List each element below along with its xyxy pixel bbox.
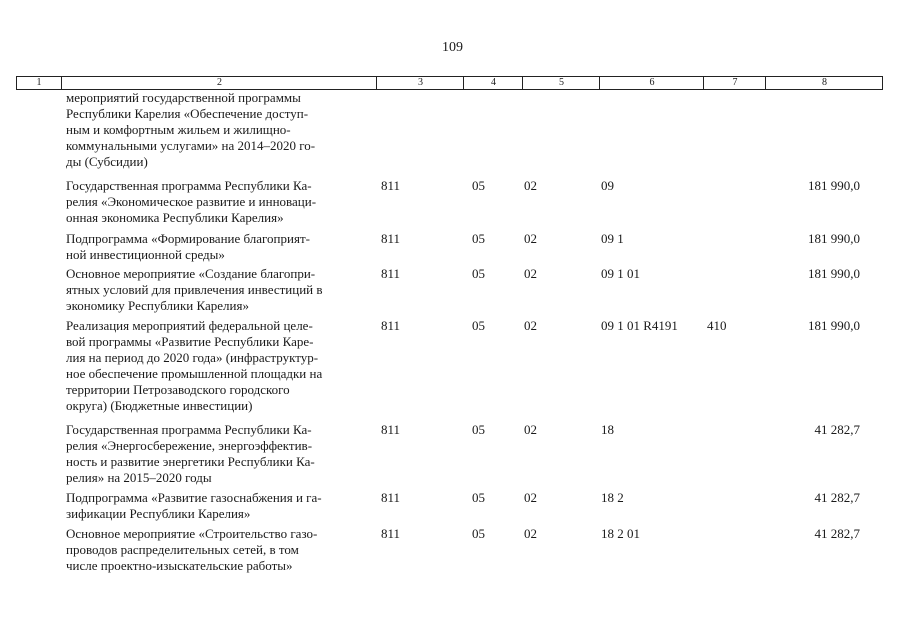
description-line: мероприятий государственной программы — [66, 90, 301, 105]
header-col-7: 7 — [703, 77, 766, 89]
cell-subsection: 02 — [524, 318, 537, 333]
description-line: числе проектно-изыскательские работы» — [66, 558, 293, 573]
header-col-3: 3 — [376, 77, 464, 89]
description-line: вой программы «Развитие Республики Каре- — [66, 334, 314, 349]
cell-amount: 41 282,7 — [814, 526, 860, 541]
description-line: территории Петрозаводского городского — [66, 382, 290, 397]
cell-target-article: 09 1 01 — [601, 266, 640, 281]
cell-section: 05 — [472, 231, 485, 246]
cell-subsection: 02 — [524, 526, 537, 541]
cell-amount: 181 990,0 — [808, 231, 860, 246]
cell-target-article: 09 — [601, 178, 614, 193]
description-line: Государственная программа Республики Ка- — [66, 422, 312, 437]
cell-section: 05 — [472, 490, 485, 505]
description-line: экономику Республики Карелия» — [66, 298, 249, 313]
cell-subsection: 02 — [524, 231, 537, 246]
cell-amount: 41 282,7 — [814, 490, 860, 505]
description-line: онная экономика Республики Карелия» — [66, 210, 284, 225]
header-col-4: 4 — [463, 77, 523, 89]
cell-section: 05 — [472, 266, 485, 281]
row-description — [66, 266, 376, 314]
cell-target-article: 09 1 01 R4191 — [601, 318, 678, 333]
cell-ministry: 811 — [381, 231, 401, 246]
header-col-2: 2 — [61, 77, 377, 89]
header-col-6: 6 — [599, 77, 704, 89]
description-line: коммунальными услугами» на 2014–2020 го- — [66, 138, 316, 153]
cell-subsection: 02 — [524, 490, 537, 505]
description-line: Основное мероприятие «Создание благопри- — [66, 266, 316, 281]
cell-target-article: 18 2 — [601, 490, 624, 505]
cell-section: 05 — [472, 178, 485, 193]
cell-amount: 41 282,7 — [814, 422, 860, 437]
cell-amount: 181 990,0 — [808, 318, 860, 333]
cell-subsection: 02 — [524, 266, 537, 281]
description-line: Республики Карелия «Обеспечение доступ- — [66, 106, 309, 121]
description-line: Реализация мероприятий федеральной целе- — [66, 318, 313, 333]
cell-expense-type: 410 — [707, 318, 727, 333]
cell-target-article: 18 2 01 — [601, 526, 640, 541]
description-line: ной инвестиционной среды» — [66, 247, 225, 262]
header-col-8: 8 — [765, 77, 883, 89]
row-description — [66, 422, 376, 486]
table-header — [16, 76, 883, 90]
page-number: 109 — [442, 40, 463, 55]
cell-section: 05 — [472, 422, 485, 437]
cell-target-article: 18 — [601, 422, 614, 437]
description-line: ным и комфортным жильем и жилищно- — [66, 122, 291, 137]
header-col-1: 1 — [36, 77, 42, 88]
cell-amount: 181 990,0 — [808, 178, 860, 193]
description-line: зификации Республики Карелия» — [66, 506, 251, 521]
cell-ministry: 811 — [381, 422, 401, 437]
description-line: округа) (Бюджетные инвестиции) — [66, 398, 253, 413]
row-description — [66, 178, 376, 226]
cell-ministry: 811 — [381, 266, 401, 281]
cell-section: 05 — [472, 318, 485, 333]
row-description — [66, 90, 376, 170]
description-line: релия» на 2015–2020 годы — [66, 470, 212, 485]
header-col-5: 5 — [522, 77, 600, 89]
cell-ministry: 811 — [381, 526, 401, 541]
description-line: ды (Субсидии) — [66, 154, 148, 169]
description-line: Подпрограмма «Формирование благоприят- — [66, 231, 310, 246]
description-line: релия «Энергосбережение, энергоэффектив- — [66, 438, 313, 453]
cell-ministry: 811 — [381, 178, 401, 193]
description-line: ность и развитие энергетики Республики Ка- — [66, 454, 315, 469]
cell-ministry: 811 — [381, 490, 401, 505]
description-line: Подпрограмма «Развитие газоснабжения и га- — [66, 490, 322, 505]
description-line: Основное мероприятие «Строительство газо- — [66, 526, 318, 541]
row-description — [66, 318, 376, 414]
cell-amount: 181 990,0 — [808, 266, 860, 281]
cell-subsection: 02 — [524, 422, 537, 437]
cell-subsection: 02 — [524, 178, 537, 193]
cell-ministry: 811 — [381, 318, 401, 333]
description-line: релия «Экономическое развитие и инноваци- — [66, 194, 317, 209]
description-line: проводов распределительных сетей, в том — [66, 542, 299, 557]
description-line: ятных условий для привлечения инвестиций в — [66, 282, 323, 297]
cell-section: 05 — [472, 526, 485, 541]
description-line: ное обеспечение промышленной площадки на — [66, 366, 323, 381]
row-description — [66, 490, 376, 522]
description-line: лия на период до 2020 года» (инфраструктур- — [66, 350, 319, 365]
row-description — [66, 526, 376, 574]
cell-target-article: 09 1 — [601, 231, 624, 246]
description-line: Государственная программа Республики Ка- — [66, 178, 312, 193]
row-description — [66, 231, 376, 263]
